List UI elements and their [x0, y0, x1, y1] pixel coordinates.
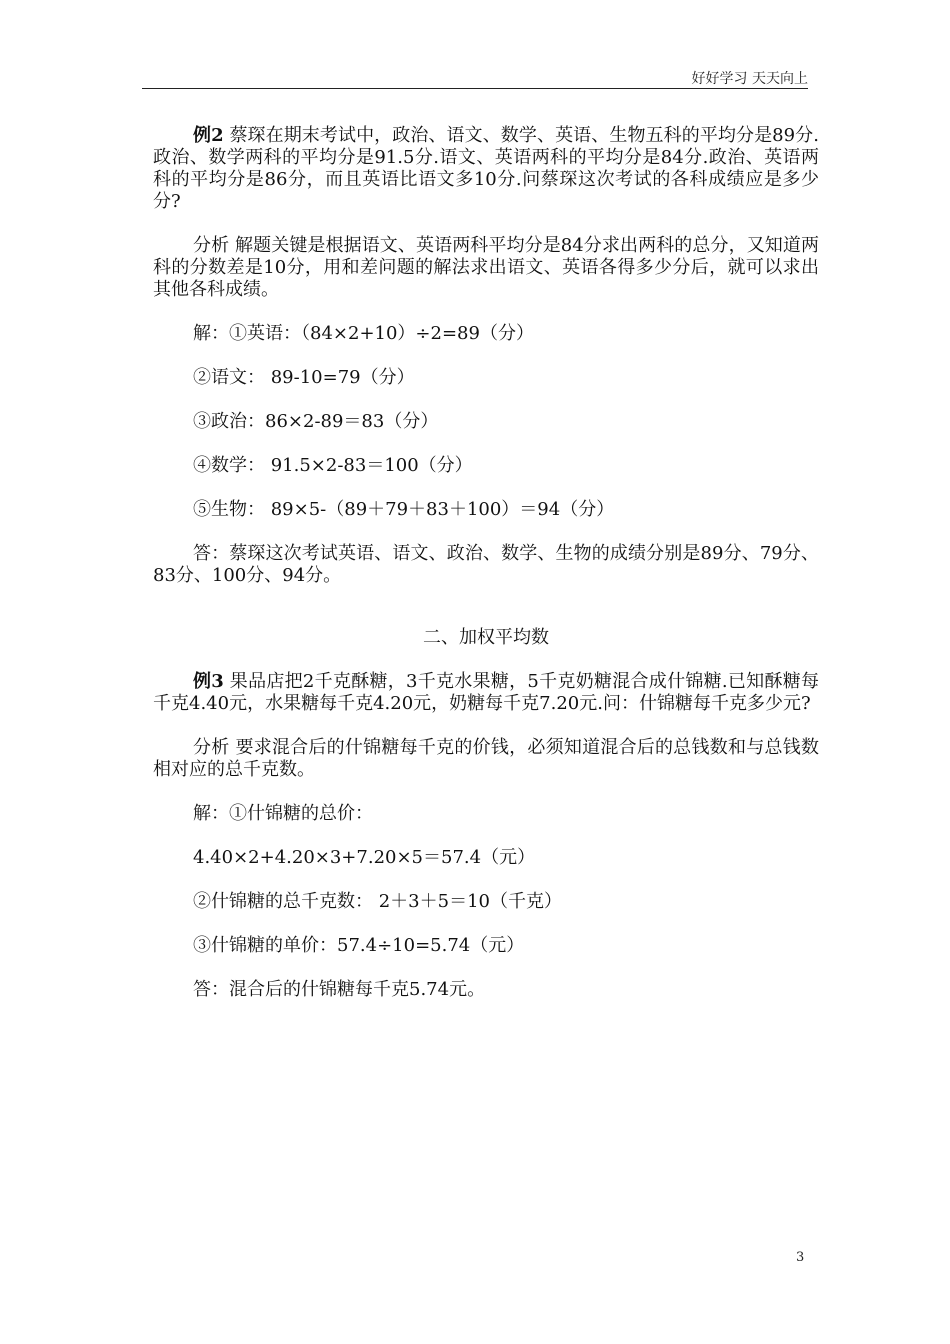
example-3-problem: [153, 671, 819, 715]
section-heading: 二、加权平均数: [423, 627, 549, 648]
example-2-solution-step-2: ②语文： 89-10=79（分）: [193, 367, 415, 388]
example-3-solution-calc: 4.40×2+4.20×3+7.20×5＝57.4（元）: [193, 847, 536, 868]
example-2-solution: [153, 323, 819, 521]
example-2-solution-step-4: ④数学： 91.5×2-83＝100（分）: [193, 455, 473, 476]
example-2-analysis: 分析 解题关键是根据语文、英语两科平均分是84分求出两科的总分，又知道两科的分数差是10分，用和差问题的解法求出语文、英语各得多少分后，就可以求出其他各科成绩。: [153, 235, 819, 300]
example-2-answer: 答：蔡琛这次考试英语、语文、政治、数学、生物的成绩分别是89分、79分、83分、100分、94分。: [153, 543, 819, 586]
example-2-label: 例2: [193, 125, 224, 146]
header-divider: [142, 88, 808, 89]
document-body: [153, 125, 819, 1001]
example-3-label: 例3: [193, 671, 224, 692]
example-3-solution: [153, 803, 819, 1001]
example-2-problem-text: 蔡琛在期末考试中，政治、语文、数学、英语、生物五科的平均分是89分.政治、数学两科的平均分是91.5分.语文、英语两科的平均分是84分.政治、英语两科的平均分是86分，而且英语比语文多10分.问蔡琛这次考试的各科成绩应是多少分?: [153, 125, 819, 212]
example-3-analysis: 分析 要求混合后的什锦糖每千克的价钱，必须知道混合后的总钱数和与总钱数相对应的总千克数。: [153, 737, 819, 780]
example-3-solution-step-2: ②什锦糖的总千克数： 2＋3＋5＝10（千克）: [193, 891, 562, 912]
example-2-solution-step-3: ③政治：86×2-89＝83（分）: [193, 411, 439, 432]
example-3-problem-text: 果品店把2千克酥糖，3千克水果糖，5千克奶糖混合成什锦糖.已知酥糖每千克4.40元，水果糖每千克4.20元，奶糖每千克7.20元.问：什锦糖每千克多少元?: [153, 671, 820, 714]
example-3-solution-step-3: ③什锦糖的单价：57.4÷10=5.74（元）: [193, 935, 525, 956]
example-3-answer: 答：混合后的什锦糖每千克5.74元。: [193, 979, 486, 1000]
example-2-solution-step-1: 解：①英语：（84×2+10）÷2=89（分）: [193, 323, 534, 344]
example-2-problem: [153, 125, 819, 213]
example-2-solution-step-5: ⑤生物： 89×5-（89＋79＋83＋100）＝94（分）: [193, 499, 615, 520]
example-3-solution-step-1: 解：①什锦糖的总价：: [193, 803, 373, 824]
page-number: 3: [796, 1250, 805, 1265]
running-header: 好好学习 天天向上: [691, 71, 808, 87]
